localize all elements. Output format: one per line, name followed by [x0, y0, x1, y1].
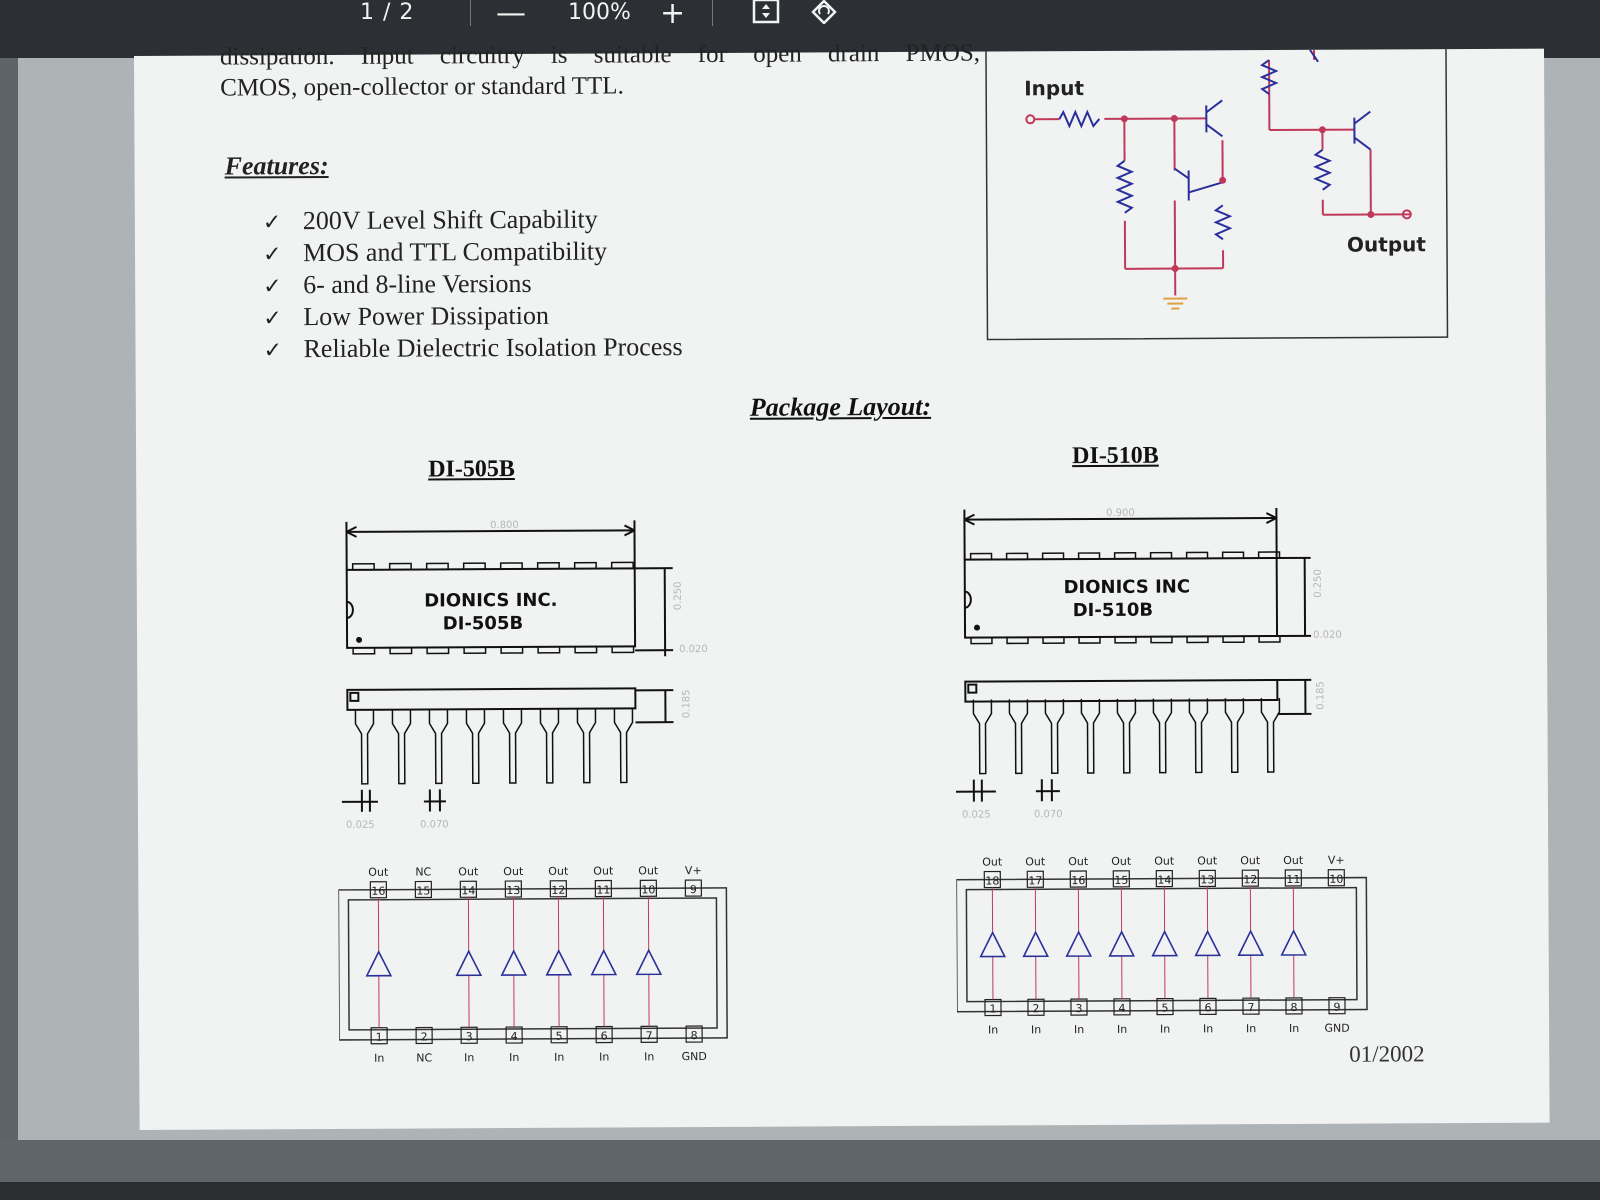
pin-number: 7 — [645, 1029, 653, 1043]
pin-number: 10 — [1329, 872, 1344, 886]
input-label: Input — [1024, 76, 1085, 101]
dimension-width: 0.250 — [1312, 569, 1324, 598]
pin-function-label: Out — [638, 864, 659, 878]
pin-function-label: GND — [1324, 1021, 1350, 1035]
rotate-icon[interactable] — [810, 0, 838, 24]
pin-function-label: Out — [1240, 854, 1261, 868]
intro-line: CMOS, open-collector or standard TTL. — [220, 72, 624, 102]
feature-item: ✓ 6- and 8-line Versions — [263, 267, 682, 301]
pin-function-label: V+ — [684, 864, 702, 878]
chip-maker-label: DIONICS INC. — [424, 589, 558, 612]
pin-number: 15 — [416, 884, 431, 898]
dimension-pitch: 0.070 — [420, 819, 449, 831]
pin-number: 9 — [689, 883, 697, 897]
pin-number: 9 — [1333, 1000, 1341, 1014]
pin-number: 11 — [1286, 872, 1301, 886]
lead-leg — [614, 708, 632, 782]
pin-function-label: Out — [1111, 854, 1132, 868]
dimension-length: 0.800 — [490, 519, 519, 532]
page-indicator[interactable]: 1 / 2 — [360, 0, 415, 25]
check-icon: ✓ — [263, 306, 282, 332]
pin-function-label: Out — [548, 864, 569, 878]
lead-leg — [1153, 699, 1171, 773]
pin-number: 12 — [1243, 873, 1258, 887]
feature-item: ✓ MOS and TTL Compatibility — [263, 235, 682, 269]
chip-title-di505b: DI-505B — [428, 456, 515, 483]
pin-number: 5 — [555, 1029, 563, 1043]
footer-date: 01/2002 — [1349, 1041, 1425, 1067]
pin-number: 13 — [1200, 873, 1215, 887]
output-label: Output — [1346, 232, 1426, 257]
toolbar-divider — [470, 0, 471, 26]
package-layout-heading: Package Layout: — [749, 391, 932, 422]
feature-item: ✓ Low Power Dissipation — [263, 299, 682, 333]
dimension-height: 0.185 — [1315, 681, 1327, 710]
lead-leg — [1009, 699, 1027, 773]
buffer-icon — [592, 950, 616, 974]
lead-leg — [1225, 698, 1243, 772]
pin-number: 4 — [510, 1030, 518, 1044]
buffer-icon — [367, 952, 391, 976]
pin-function-label: Out — [503, 864, 524, 879]
level-shifter-schematic — [984, 49, 1466, 352]
di510b-package-drawing — [954, 497, 1387, 1059]
pin-function-label: In — [374, 1051, 385, 1065]
fit-page-icon[interactable] — [752, 0, 780, 24]
lead-leg — [577, 709, 595, 783]
toolbar-divider — [712, 0, 713, 26]
dimension-thickness: 0.020 — [679, 644, 708, 656]
check-icon: ✓ — [262, 242, 282, 268]
buffer-icon — [1282, 931, 1306, 955]
pin-number: 11 — [596, 883, 611, 897]
pin-number: 12 — [551, 883, 566, 897]
pin-function-label: Out — [593, 864, 614, 878]
pin-function-label: In — [1288, 1021, 1300, 1035]
buffer-icon — [1153, 932, 1177, 956]
pin-function-label: NC — [416, 1051, 433, 1065]
pin-function-label: Out — [458, 865, 479, 879]
feature-item: ✓ 200V Level Shift Capability — [263, 203, 682, 237]
lead-leg — [973, 700, 991, 774]
pin-number: 14 — [1157, 873, 1172, 887]
lead-leg — [429, 709, 447, 783]
buffer-icon — [637, 950, 661, 974]
pin-function-label: Out — [1025, 855, 1046, 869]
pin-number: 1 — [375, 1030, 383, 1044]
lead-leg — [1261, 698, 1279, 772]
zoom-in-button[interactable]: + — [660, 0, 686, 31]
pin-number: 13 — [506, 883, 521, 898]
features-heading: Features: — [224, 150, 329, 181]
monitor-bezel — [0, 1182, 1600, 1200]
pin-function-label: In — [464, 1051, 475, 1065]
pin-function-label: Out — [1154, 854, 1175, 868]
pin-number: 10 — [641, 883, 656, 897]
buffer-icon — [502, 951, 526, 975]
check-icon: ✓ — [263, 338, 283, 364]
chip-maker-label: DIONICS INC — [1063, 576, 1191, 599]
pin-number: 16 — [371, 884, 386, 898]
chip-title-di510b: DI-510B — [1072, 442, 1159, 470]
pin-function-label: Out — [1068, 855, 1089, 869]
pin-number: 6 — [600, 1029, 608, 1043]
lead-leg — [392, 710, 410, 784]
pin-number: 16 — [1071, 874, 1086, 888]
check-icon: ✓ — [262, 210, 282, 236]
di505b-package-drawing — [336, 508, 759, 1070]
pin-function-label: NC — [415, 865, 432, 879]
lead-leg — [1081, 699, 1099, 773]
pin-function-label: In — [1073, 1023, 1085, 1037]
feature-item: ✓ Reliable Dielectric Isolation Process — [263, 331, 682, 365]
buffer-icon — [547, 951, 571, 975]
pin-function-label: In — [1159, 1022, 1171, 1036]
pin-function-label: In — [644, 1050, 655, 1064]
chip-part-label: DI-510B — [1072, 599, 1154, 622]
pin-function-label: V+ — [1327, 853, 1345, 867]
pin-number: 15 — [1114, 873, 1129, 887]
pin-function-label: In — [599, 1050, 610, 1064]
pin-function-label: Out — [1197, 854, 1218, 868]
buffer-icon — [1067, 932, 1091, 956]
document-page[interactable] — [134, 39, 1550, 1130]
pin-number: 3 — [1075, 1002, 1083, 1016]
pin-number: 7 — [1247, 1001, 1255, 1015]
dimension-pitch: 0.070 — [1033, 809, 1063, 821]
intro-paragraph — [219, 39, 981, 104]
dimension-width: 0.250 — [672, 581, 684, 611]
lead-leg — [1189, 698, 1207, 772]
pin-number: 8 — [690, 1029, 698, 1043]
pin-number: 5 — [1161, 1001, 1169, 1015]
window-edge — [0, 58, 18, 1200]
pin-function-label: Out — [368, 865, 389, 879]
buffer-icon — [1024, 932, 1048, 956]
pin-function-label: GND — [681, 1050, 707, 1064]
buffer-icon — [1239, 931, 1263, 955]
chip-part-label: DI-505B — [442, 612, 524, 635]
zoom-out-button[interactable]: — — [496, 0, 526, 31]
lead-leg — [1117, 699, 1135, 773]
zoom-level[interactable]: 100% — [568, 0, 631, 25]
lead-leg — [1045, 699, 1063, 773]
buffer-icon — [1196, 931, 1220, 955]
pin-number: 6 — [1204, 1001, 1212, 1015]
pin-function-label: In — [987, 1023, 999, 1037]
features-list — [263, 203, 683, 365]
pin-number: 2 — [420, 1030, 428, 1044]
pin-number: 14 — [461, 884, 476, 898]
dimension-lead: 0.025 — [961, 809, 991, 821]
pin-function-label: Out — [982, 855, 1003, 869]
lead-leg — [466, 709, 484, 783]
pin-number: 18 — [985, 874, 1000, 888]
pin-number: 3 — [465, 1030, 473, 1044]
check-icon: ✓ — [263, 274, 282, 300]
pin-number: 2 — [1032, 1002, 1040, 1016]
dimension-thickness: 0.020 — [1313, 629, 1342, 641]
buffer-icon — [457, 951, 481, 975]
dimension-height: 0.185 — [681, 689, 693, 719]
dimension-lead: 0.025 — [346, 819, 375, 831]
pin-function-label: In — [509, 1050, 520, 1065]
pin-number: 1 — [989, 1002, 997, 1016]
pin-function-label: Out — [1283, 853, 1304, 867]
lead-leg — [355, 710, 373, 784]
pin-function-label: In — [1245, 1022, 1257, 1036]
pin-function-label: In — [1116, 1022, 1128, 1036]
pin-function-label: In — [1030, 1023, 1042, 1037]
pin-number: 17 — [1028, 874, 1043, 888]
dimension-length: 0.900 — [1106, 507, 1135, 519]
buffer-icon — [981, 932, 1005, 956]
lead-leg — [503, 709, 521, 783]
buffer-icon — [1110, 932, 1134, 956]
intro-line: dissipation. Input circuitry is suitable for open drain PMOS, — [219, 39, 981, 71]
pin-number: 8 — [1290, 1000, 1298, 1014]
pin-function-label: In — [1202, 1022, 1214, 1036]
lead-leg — [540, 709, 558, 783]
pin-function-label: In — [554, 1050, 565, 1064]
pin-number: 4 — [1118, 1001, 1126, 1015]
